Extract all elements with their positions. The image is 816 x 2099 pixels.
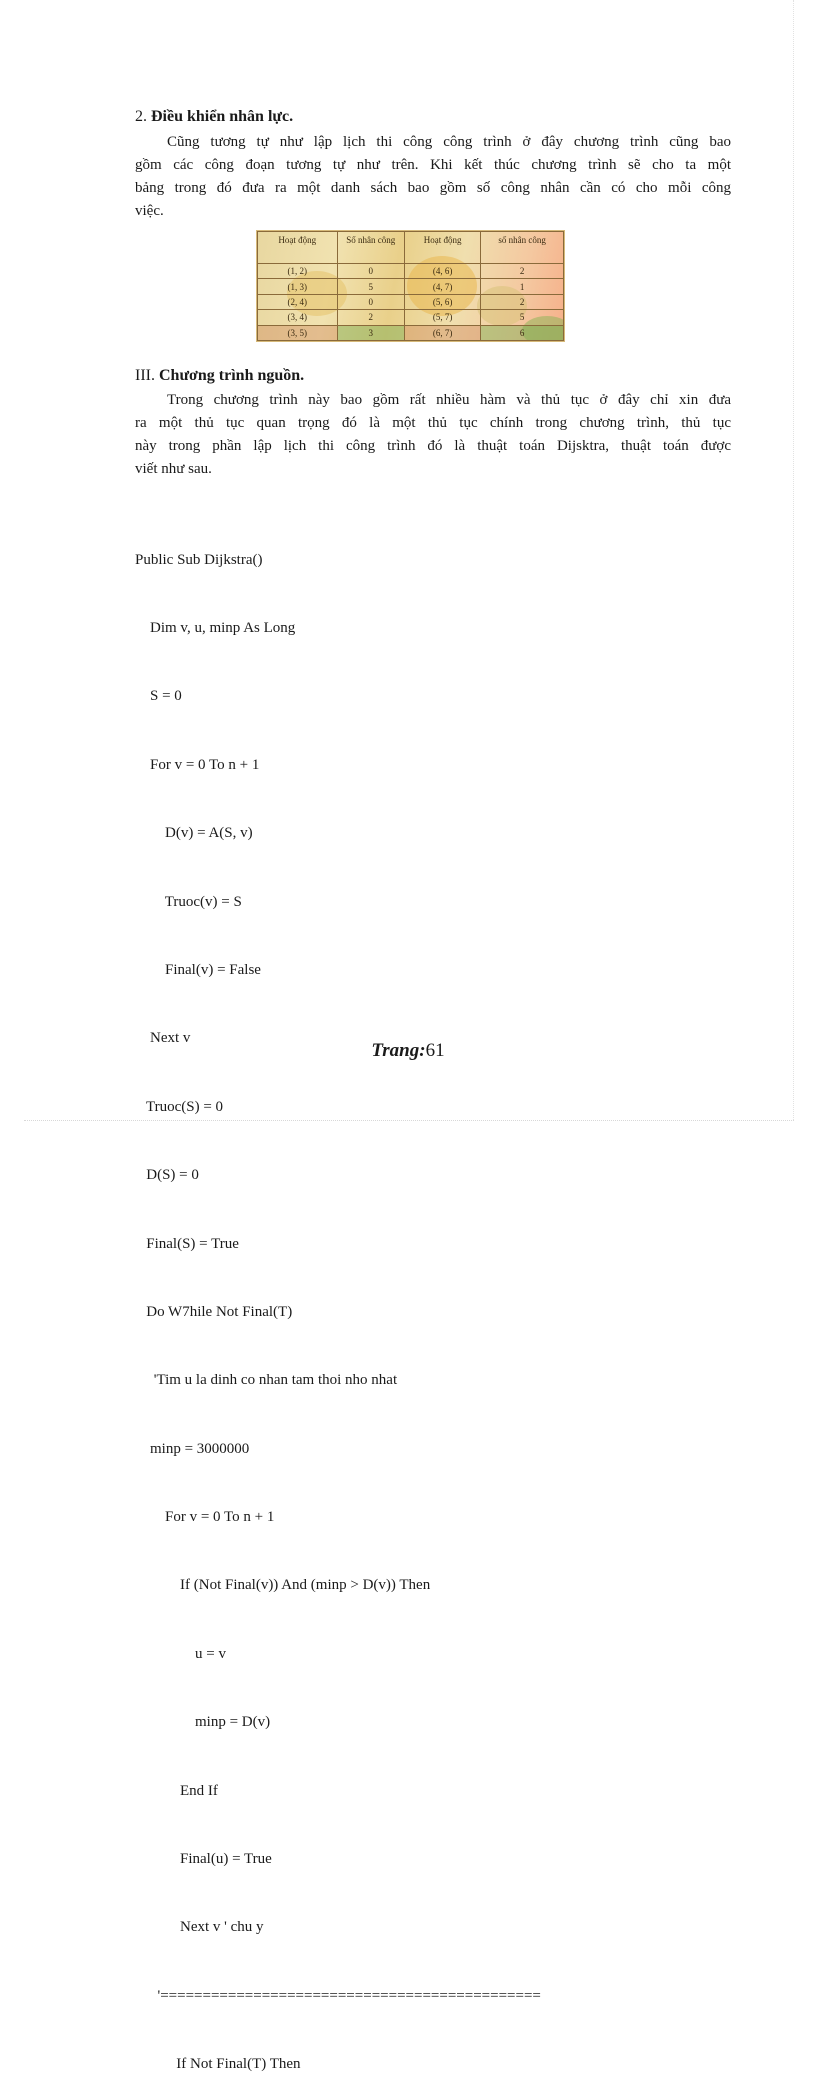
code-line: End If	[135, 1782, 218, 1799]
code-listing	[135, 503, 541, 2099]
section-2-number: 2.	[135, 108, 147, 125]
table-cell: 2	[481, 264, 564, 279]
table-cell: 1	[481, 279, 564, 294]
page-footer	[0, 1040, 816, 1062]
page-label: Trang:	[371, 1040, 426, 1061]
table-row	[258, 325, 564, 340]
code-line: For v = 0 To n + 1	[135, 756, 260, 773]
code-line: Public Sub Dijkstra()	[135, 551, 263, 568]
code-line: 'Tim u la dinh co nhan tam thoi nho nhat	[135, 1372, 398, 1389]
section-3-title: Chương trình nguồn.	[158, 367, 305, 384]
section-2-heading	[135, 108, 293, 126]
code-line: If Not Final(T) Then	[135, 2056, 301, 2073]
code-line: Dim v, u, minp As Long	[135, 619, 296, 636]
code-line: D(S) = 0	[135, 1167, 199, 1184]
table-cell: (3, 4)	[258, 310, 338, 325]
code-line: '=============================================	[135, 1987, 541, 2004]
section-2-paragraph	[135, 131, 731, 223]
table-cell: 2	[481, 294, 564, 309]
section-2-title: Điều khiển nhân lực.	[151, 108, 294, 125]
code-line: S = 0	[135, 688, 182, 705]
code-line: If (Not Final(v)) And (minp > D(v)) Then	[135, 1577, 431, 1594]
paragraph-line: gồm các công đoạn tương tự như trên. Khi kết thúc chương trình sẽ cho ta một	[135, 157, 731, 173]
table-cell: (2, 4)	[258, 294, 338, 309]
table-row	[258, 264, 564, 279]
table-row	[258, 279, 564, 294]
paragraph-line: bảng trong đó đưa ra một danh sách bao gồm số công nhân cần có cho mỗi công	[135, 180, 731, 196]
code-line: minp = 3000000	[135, 1440, 250, 1457]
workforce-table	[257, 231, 564, 341]
table-cell: (5, 7)	[404, 310, 481, 325]
page-edge-right	[793, 0, 794, 1120]
code-line: Do W7hile Not Final(T)	[135, 1303, 293, 1320]
section-3-paragraph	[135, 389, 731, 481]
table-cell: (1, 3)	[258, 279, 338, 294]
header-cell: Hoạt động	[404, 232, 481, 264]
section-3-number: III.	[135, 367, 155, 384]
code-line: Truoc(v) = S	[135, 893, 242, 910]
header-cell: Hoạt động	[258, 232, 338, 264]
paragraph-line: ra một thủ tục quan trọng đó là một thủ tục chính trong chương trình, thủ tục	[135, 415, 731, 431]
table-cell: 0	[337, 294, 404, 309]
paragraph-line: Cũng tương tự như lập lịch thi công công trình ở đây chương trình cũng bao	[167, 134, 731, 150]
table-cell: 0	[337, 264, 404, 279]
table-cell: 2	[337, 310, 404, 325]
table-cell: (1, 2)	[258, 264, 338, 279]
code-line: Next v	[135, 1030, 191, 1047]
code-line: For v = 0 To n + 1	[135, 1509, 275, 1526]
table-cell: 3	[337, 325, 404, 340]
code-line: Truoc(S) = 0	[135, 1098, 224, 1115]
table-cell: 6	[481, 325, 564, 340]
code-line: Next v ' chu y	[135, 1919, 264, 1936]
table-cell: (5, 6)	[404, 294, 481, 309]
paragraph-line: viết như sau.	[135, 461, 212, 477]
table-cell: (4, 7)	[404, 279, 481, 294]
table-row	[258, 310, 564, 325]
table-cell: (6, 7)	[404, 325, 481, 340]
code-line: Final(v) = False	[135, 961, 261, 978]
table-cell: 5	[481, 310, 564, 325]
table-header-row	[258, 232, 564, 264]
code-line: D(v) = A(S, v)	[135, 825, 253, 842]
table-row	[258, 294, 564, 309]
code-line: Final(S) = True	[135, 1235, 239, 1252]
paragraph-line: việc.	[135, 203, 164, 219]
code-line: Final(u) = True	[135, 1851, 272, 1868]
code-line: u = v	[135, 1645, 226, 1662]
table-cell: 5	[337, 279, 404, 294]
table-cell: (4, 6)	[404, 264, 481, 279]
paragraph-line: này trong phần lập lịch thi công trình đó là thuật toán Dijsktra, thuật toán được	[135, 438, 731, 454]
section-3-heading	[135, 367, 304, 385]
table-cell: (3, 5)	[258, 325, 338, 340]
workforce-table-image	[256, 230, 565, 342]
header-cell: Số nhân công	[337, 232, 404, 264]
code-line: minp = D(v)	[135, 1714, 271, 1731]
header-cell: số nhân công	[481, 232, 564, 264]
paragraph-line: Trong chương trình này bao gồm rất nhiều hàm và thủ tục ở đây chỉ xin đưa	[167, 392, 731, 408]
page-number: 61	[425, 1040, 445, 1061]
